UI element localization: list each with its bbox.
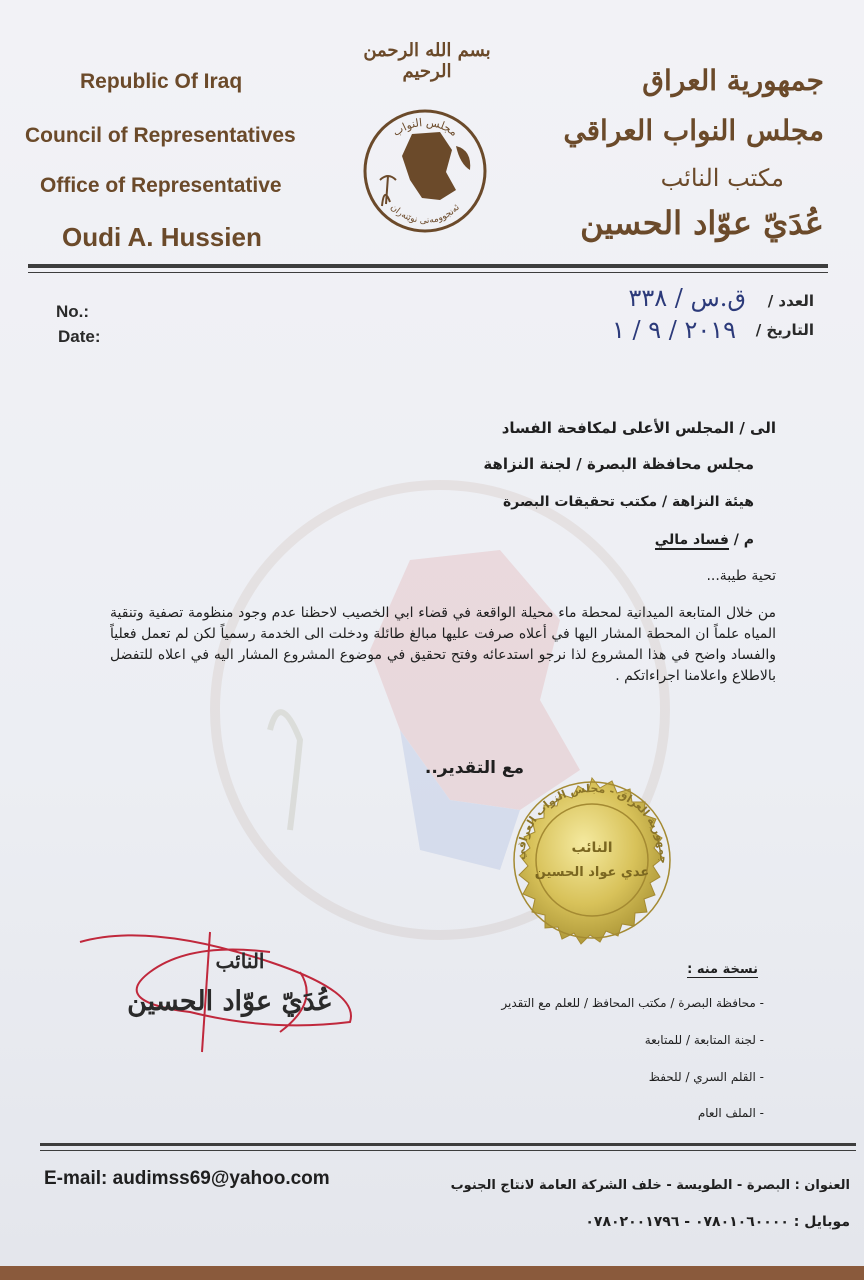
signature	[70, 912, 370, 1062]
header-ar-line-3: مكتب النائب	[660, 164, 784, 192]
parliament-logo	[352, 40, 502, 250]
footer-email: E-mail: audimss69@yahoo.com	[44, 1168, 330, 1189]
header-rule-thick	[28, 264, 828, 268]
closing: مع التقدير..	[424, 758, 524, 778]
header-ar-line-4: عُدَيّ عوّاد الحسين	[580, 204, 824, 242]
subject-prefix: م /	[733, 532, 754, 548]
recipient-line-1: الى / المجلس الأعلى لمكافحة الفساد	[501, 419, 776, 437]
header-ar-line-1: جمهورية العراق	[642, 64, 824, 97]
date-label-ar: التاريخ /	[755, 321, 814, 339]
header-en-line-1: Republic Of Iraq	[80, 70, 243, 93]
copies-heading	[687, 962, 758, 977]
copies-heading-text: نسخة منه :	[687, 962, 758, 977]
seal-name: عدي عواد الحسين	[534, 865, 650, 880]
header-ar-line-2: مجلس النواب العراقي	[563, 114, 824, 147]
reference-number: ق.س / ٣٣٨	[628, 284, 746, 312]
number-label-ar: العدد /	[767, 292, 814, 310]
seal-ring-text: جمهورية العراق - مجلس النواب العراقي	[513, 781, 671, 864]
header-rule-thin	[28, 272, 828, 273]
no-label: No.:	[56, 302, 90, 321]
logo-bottom-text: ئەنجوومەنی نوێنەران	[388, 202, 462, 227]
footer-rule-thin	[40, 1150, 856, 1151]
signature-name: عُدَيّ عوّاد الحسين	[127, 986, 333, 1017]
header-en-line-4: Oudi A. Hussien	[62, 222, 262, 252]
letter-date: ٢٠١٩ / ٩ / ١	[611, 316, 736, 344]
subject-line	[655, 532, 754, 548]
copy-item-2: - لجنة المتابعة / للمتابعة	[644, 1033, 764, 1047]
signature-title: النائب	[215, 949, 265, 973]
footer-rule-thick	[40, 1143, 856, 1146]
gold-seal	[492, 760, 692, 960]
copy-item-1: - محافظة البصرة / مكتب المحافظ / للعلم مع التقدير	[501, 996, 764, 1010]
svg-text:ئەنجوومەنی نوێنەران	[388, 202, 462, 226]
recipient-line-2: مجلس محافظة البصرة / لجنة النزاهة	[483, 455, 754, 473]
footer-mobile: موبايل : ٠٧٨٠١٠٦٠٠٠٠ - ٠٧٨٠٢٠٠١٧٩٦	[585, 1214, 850, 1230]
header-en-line-3: Office of Representative	[40, 174, 282, 197]
footer-address: العنوان : البصرة - الطويسة - خلف الشركة العامة لانتاج الجنوب	[450, 1178, 850, 1193]
table-edge	[0, 1266, 864, 1280]
header-en-line-2: Council of Representatives	[25, 124, 296, 147]
copy-item-4: - الملف العام	[697, 1106, 764, 1120]
seal-title: النائب	[571, 840, 613, 856]
recipient-line-3: هيئة النزاهة / مكتب تحقيقات البصرة	[502, 494, 754, 510]
greeting: تحية طيبة...	[706, 568, 776, 584]
date-label: Date:	[58, 327, 101, 346]
logo-emblem-icon	[360, 106, 490, 236]
basmala: بسم الله الرحمن الرحيم	[363, 40, 491, 82]
letter-body: من خلال المتابعة الميدانية لمحطة ماء محيلة الواقعة في قضاء ابي الخصيب لاحظنا عدم وجود منظومة تصفية وتنقية المياه علماً ان المحطة المشار اليها في أعلاه صرفت عليها مبالغ طائلة ودخلت الى الخدمة رسمياً لكن لم تعمل فعلياً والفساد واضح في هذا المشروع لذا نرجو استدعائه وفتح تحقيق في موضوع المشروع المشار اليه في اعلاه للتفضل بالاطلاع واعلامنا اجراءاتكم .	[110, 605, 776, 684]
subject-text: فساد مالي	[654, 532, 729, 548]
copy-item-3: - القلم السري / للحفظ	[648, 1070, 764, 1084]
logo-top-text: مجلس النواب	[390, 115, 461, 139]
